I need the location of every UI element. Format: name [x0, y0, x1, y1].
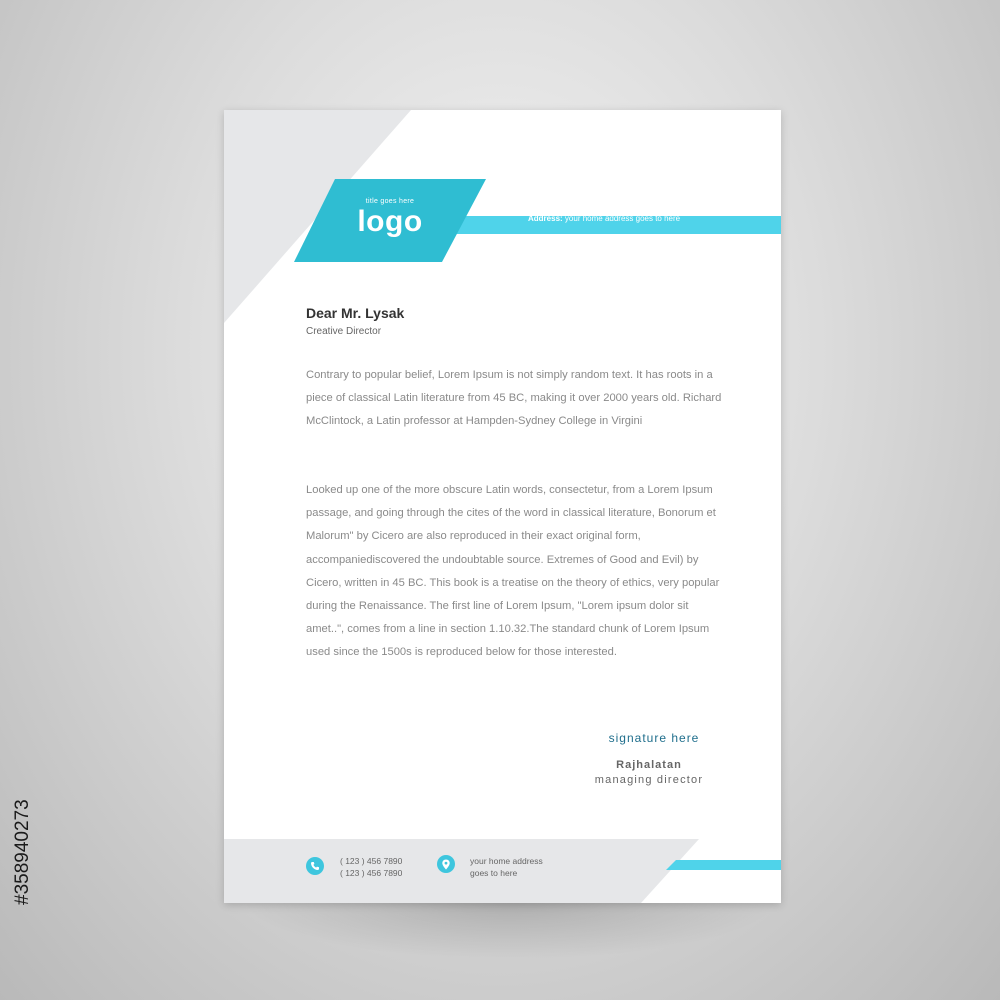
footer-address-line-1: your home address: [470, 856, 543, 866]
address-value: your home address goes to here: [564, 214, 681, 223]
letterhead-page: [224, 110, 781, 903]
header-address: [528, 214, 680, 223]
recipient-role: Creative Director: [306, 326, 382, 337]
footer-phone-1: ( 123 ) 456 7890: [340, 856, 403, 866]
page-shadow: [240, 900, 780, 960]
footer-phones: [340, 855, 402, 879]
phone-icon: [306, 857, 324, 875]
location-pin-icon: [437, 855, 455, 873]
logo-title: title goes here: [365, 198, 415, 205]
footer-address-line-2: goes to here: [470, 868, 518, 878]
greeting: Dear Mr. Lysak: [306, 305, 405, 321]
logo-text: logo: [357, 205, 423, 238]
body-paragraph-1: Contrary to popular belief, Lorem Ipsum is not simply random text. It has roots in a piece of classical Latin literature from 45 BC, making it over 2000 years old. Richard McClintock, a Latin professor at Hampden-Sydney College in Virgini: [306, 369, 722, 428]
footer-gray-panel: [224, 839, 699, 903]
signer-title: managing director: [594, 774, 704, 786]
address-label: Address:: [528, 214, 563, 223]
stock-id-label: [2, 760, 42, 910]
footer-address: [470, 855, 543, 879]
signature: signature here: [608, 731, 700, 745]
signer-name: Rajhalatan: [616, 759, 682, 771]
stock-id-text: #358940273: [12, 799, 33, 905]
body-paragraph-2: Looked up one of the more obscure Latin words, consectetur, from a Lorem Ipsum passage, and going through the cites of the word in classical literature, Bonorum et Malorum" by Cicero are also reproduced in their exact original form, accompaniediscovered the undoubtable source. Extremes of Good and Evil) by Cicero, written in 45 BC. This book is a treatise on the theory of ethics, very popular during the Renaissance. The first line of Lorem Ipsum, "Lorem ipsum dolor sit amet..", comes from a line in section 1.10.32.The standard chunk of Lorem Ipsum used since the 1500s is reproduced below for those interested.: [306, 484, 720, 659]
footer-accent-bar: [666, 860, 781, 870]
footer-phone-2: ( 123 ) 456 7890: [340, 868, 403, 878]
